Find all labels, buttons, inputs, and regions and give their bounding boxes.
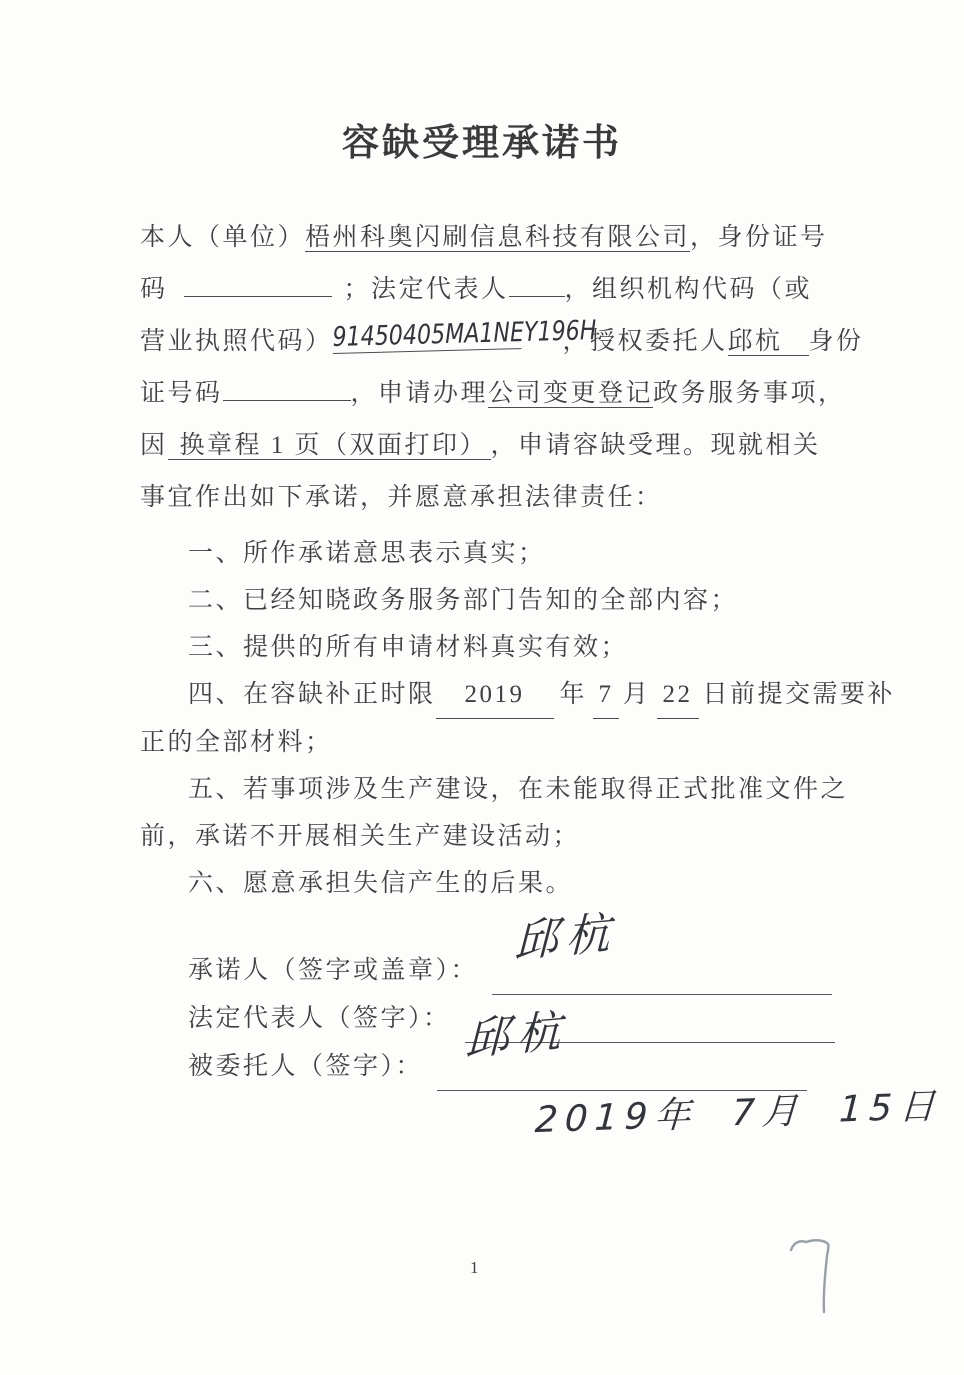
deficiency-reason: 换章程 1 页（双面打印） [168, 432, 491, 460]
id-label-2-end: 证号码 [140, 380, 223, 407]
company-name: 梧州科奥闪刷信息科技有限公司 [305, 224, 691, 251]
agent-signature-handwritten: 邱杭 [464, 1005, 570, 1066]
deadline-year: 2019 [436, 671, 554, 719]
agent-label: ，授权委托人 [562, 328, 728, 355]
commitment-text-5: 五、若事项涉及生产建设，在未能取得正式批准文件之 [188, 776, 849, 803]
legal-rep-signature-label: 法定代表人（签字）： [188, 1005, 451, 1032]
promisor-label: 承诺人（签字或盖章）： [188, 957, 479, 984]
id-label-2-start: 身份 [808, 328, 864, 355]
paragraph-line-2 [140, 264, 840, 316]
commitment-item-2 [140, 577, 840, 624]
commitment-item-5-cont [140, 813, 840, 860]
commitment-text-6: 六、愿意承担失信产生的后果。 [188, 870, 574, 897]
id-number-blank [184, 272, 332, 297]
deadline-day: 22 [657, 671, 699, 719]
commitment-item-4-cont [140, 719, 840, 766]
service-item: 公司变更登记 [488, 380, 654, 407]
commitment-item-6 [140, 860, 840, 907]
commitment-intro: 事宜作出如下承诺，并愿意承担法律责任： [140, 484, 663, 511]
month-char: 月 [623, 681, 651, 708]
commitment-text-3: 三、提供的所有申请材料真实有效； [188, 634, 629, 661]
license-code-handwritten: 91450405MA1NEY196H [331, 315, 597, 354]
reason-prefix: 因 [140, 432, 168, 459]
apply-label: ，申请办理 [350, 380, 489, 407]
signature-date-handwritten: 2019年 7月 15日 [533, 1085, 944, 1142]
commitment-item-3 [140, 624, 840, 671]
license-code-label: 营业执照代码） [140, 328, 333, 355]
commitment-text-4-cont: 正的全部材料； [140, 729, 333, 756]
year-char: 年 [559, 681, 588, 708]
paragraph-line-5 [140, 420, 840, 472]
promisor-signature-handwritten: 邱杭 [513, 907, 619, 968]
commitment-item-5 [140, 766, 849, 813]
promisor-signature-line [492, 907, 832, 995]
legal-rep-label: ；法定代表人 [343, 276, 509, 303]
legal-rep-blank [509, 272, 565, 297]
id-label-end: 码 [140, 276, 168, 303]
promisor-signature-row [140, 907, 840, 995]
paragraph-line-4 [140, 368, 846, 420]
commitment-text-5-cont: 前，承诺不开展相关生产建设活动； [140, 823, 581, 850]
commitment-item-1 [140, 530, 840, 577]
commitment-item-4 [140, 671, 896, 719]
agent-id-blank [223, 376, 351, 401]
authorized-agent-name: 邱杭 [728, 328, 809, 356]
commitment-text-1: 一、所作承诺意思表示真实； [188, 540, 546, 567]
reason-suffix: ，申请容缺受理。现就相关 [490, 432, 821, 459]
signature-block [140, 907, 944, 1142]
paragraph-line-3 [140, 315, 864, 368]
applicant-prefix: 本人（单位） [140, 224, 306, 251]
page-number: 1 [470, 1258, 479, 1277]
pen-stroke-mark [788, 1236, 840, 1324]
paragraph-line-6 [140, 472, 840, 524]
agent-signature-label: 被委托人（签字）： [188, 1053, 424, 1080]
document-title: 容缺受理承诺书 [342, 122, 622, 163]
id-label-start: ，身份证号 [690, 224, 828, 251]
service-suffix: 政务服务事项， [653, 380, 846, 407]
deadline-month: 7 [593, 671, 619, 719]
commitment-text-2: 二、已经知晓政务服务部门告知的全部内容； [188, 587, 739, 614]
org-code-label: ，组织机构代码（或 [564, 276, 813, 303]
paragraph-line-1 [140, 212, 840, 264]
deadline-prefix: 四、在容缺补正时限 [188, 681, 436, 708]
deadline-suffix: 日前提交需要补 [702, 681, 896, 708]
document-body [140, 212, 944, 1142]
